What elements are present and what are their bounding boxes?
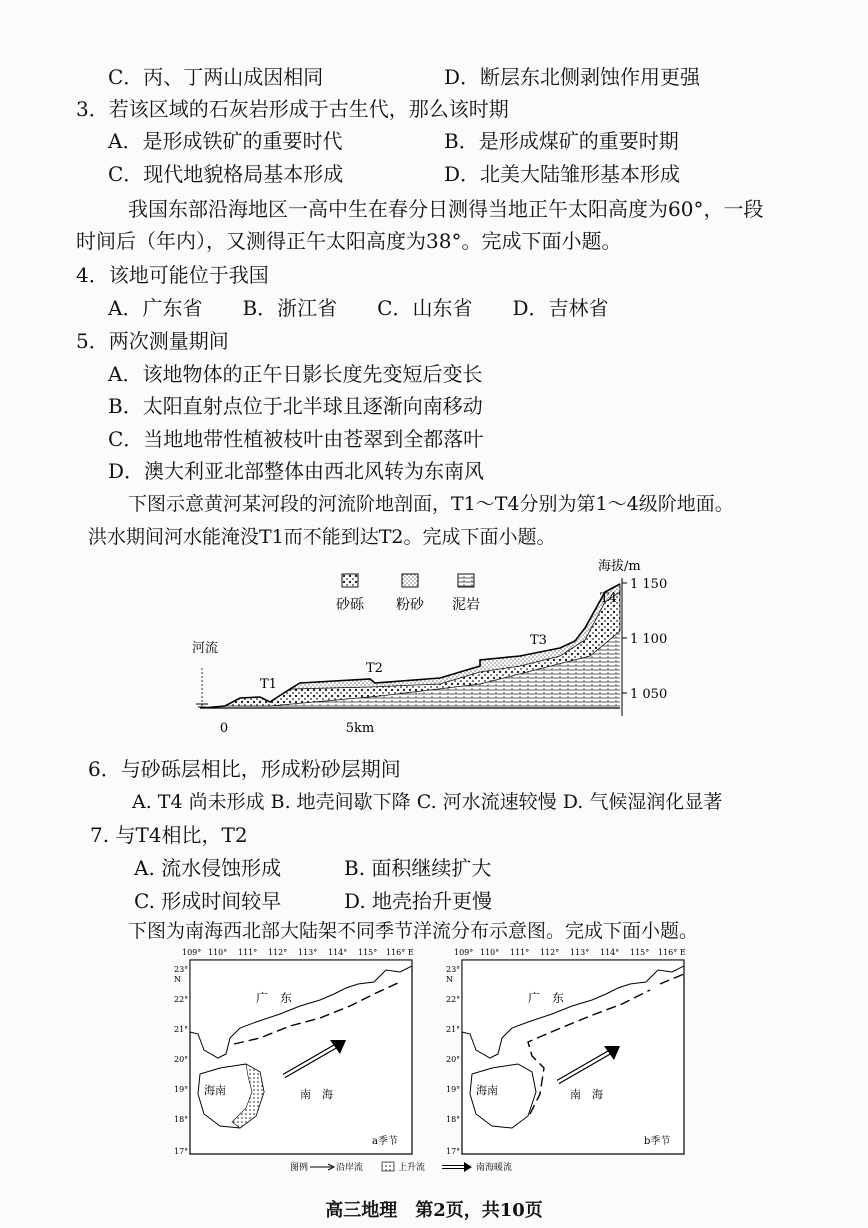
terrace-label-t3: T3: [530, 633, 547, 648]
map-a-season-label: a季节: [372, 1136, 398, 1147]
intro2-line1: 下图示意黄河某河段的河流阶地剖面，T1～T4分别为第1～4级阶地面。: [128, 493, 734, 515]
map-a-lat-18: 18°: [174, 1115, 189, 1124]
altitude-tick-1150: 1 150: [630, 577, 668, 592]
map-b-lat-18: 18°: [446, 1115, 461, 1124]
q7-option-b: B. 面积继续扩大: [344, 856, 492, 880]
map-a-lon-111: 111°: [238, 948, 258, 957]
map-a-lon-113: 113°: [298, 948, 318, 957]
ocean-current-maps: [160, 944, 720, 1194]
map-b-lon-112: 112°: [540, 948, 560, 957]
q6-options: A. T4 尚未形成 B. 地壳间歇下降 C. 河水流速较慢 D. 气候湿润化显著: [132, 791, 723, 813]
altitude-tick-1100: 1 100: [630, 632, 668, 647]
q3-option-d: D．北美大陆雏形基本形成: [444, 162, 681, 186]
map-b-lon-114: 114°: [600, 948, 620, 957]
map-a-sea-label: 南 海: [300, 1088, 333, 1101]
q2-option-d: D．断层东北侧剥蚀作用更强: [444, 65, 701, 89]
map-a-lat-19: 19°: [174, 1085, 189, 1094]
q4-options: A．广东省 B．浙江省 C．山东省 D．吉林省: [108, 296, 609, 320]
q7-stem: 7. 与T4相比，T2: [90, 823, 248, 847]
intro2-line2: 洪水期间河水能淹没T1而不能到达T2。完成下面小题。: [88, 526, 556, 548]
legend-gravel-swatch: [342, 574, 358, 587]
q5-option-c: C．当地地带性植被枝叶由苍翠到全都落叶: [108, 427, 484, 451]
map-b-lat-n: N: [446, 975, 453, 984]
terrace-label-t1: T1: [260, 677, 277, 692]
x-tick-0: 0: [219, 721, 229, 736]
map-b-lat-20: 20°: [446, 1055, 461, 1064]
legend-coastal-current-label: 沿岸流: [336, 1163, 364, 1173]
altitude-axis-title: 海拔/m: [598, 559, 641, 574]
legend-upwelling-label: 上升流: [398, 1163, 426, 1173]
river-label: 河流: [192, 641, 219, 656]
map-b-lon-116: 116° E: [658, 948, 686, 957]
legend-mudstone-swatch: [458, 574, 474, 587]
map-a-lon-116: 116° E: [386, 948, 414, 957]
map-a-lon-114: 114°: [328, 948, 348, 957]
legend-warm-current-label: 南海暖流: [476, 1163, 513, 1173]
terrace-label-t2: T2: [366, 661, 383, 676]
intro1-line1: 我国东部沿海地区一高中生在春分日测得当地正午太阳高度为60°，一段: [128, 197, 764, 221]
q3-stem: 3．若该区域的石灰岩形成于古生代，那么该时期: [76, 97, 509, 121]
terrace-label-t4: T4: [600, 591, 617, 606]
map-b-hainan-label: 海南: [476, 1084, 498, 1097]
map-a-lon-110: 110°: [208, 948, 228, 957]
q6-stem: 6．与砂砾层相比，形成粉砂层期间: [88, 757, 401, 781]
q7-option-a: A. 流水侵蚀形成: [134, 856, 282, 880]
q2-option-c: C．丙、丁两山成因相同: [108, 65, 324, 89]
q7-option-c: C. 形成时间较早: [134, 889, 282, 913]
legend-silt-swatch: [402, 574, 418, 587]
map-a-lon-109: 109°: [182, 948, 202, 957]
map-b-guangdong-label: 广 东: [528, 991, 565, 1005]
map-a-lat-21: 21°: [174, 1025, 189, 1034]
map-a-lat-17: 17°: [174, 1147, 189, 1156]
map-b-lat-17: 17°: [446, 1147, 461, 1156]
q5-option-a: A．该地物体的正午日影长度先变短后变长: [108, 362, 483, 386]
map-a-lon-115: 115°: [358, 948, 378, 957]
x-tick-5km: 5km: [345, 721, 375, 736]
page-footer: 高三地理 第2页，共10页: [325, 1200, 543, 1221]
map-a-guangdong-label: 广 东: [256, 991, 293, 1005]
legend-silt-label: 粉砂: [396, 597, 424, 613]
map-b-season-label: b季节: [644, 1136, 671, 1147]
map-b-lon-109: 109°: [454, 948, 474, 957]
legend-mudstone-label: 泥岩: [452, 597, 480, 613]
q5-stem: 5．两次测量期间: [76, 329, 229, 353]
legend-gravel-label: 砂砾: [336, 597, 364, 613]
map-b-lat-23: 23°: [446, 965, 461, 974]
q3-option-b: B．是形成煤矿的重要时期: [444, 129, 679, 153]
q7-option-d: D. 地壳抬升更慢: [344, 889, 493, 913]
map-b-lat-22: 22°: [446, 995, 461, 1004]
intro3-line1: 下图为南海西北部大陆架不同季节洋流分布示意图。完成下面小题。: [128, 920, 699, 942]
map-b-lon-115: 115°: [630, 948, 650, 957]
terrace-profile-figure: [180, 556, 700, 746]
q5-option-d: D．澳大利亚北部整体由西北风转为东南风: [108, 459, 485, 483]
intro1-line2: 时间后（年内），又测得正午太阳高度为38°。完成下面小题。: [76, 229, 622, 253]
map-a-lat-20: 20°: [174, 1055, 189, 1064]
map-a-lat-n: N: [174, 975, 181, 984]
map-b-lon-113: 113°: [570, 948, 590, 957]
map-b-lat-19: 19°: [446, 1085, 461, 1094]
legend-upwelling-symbol: [382, 1162, 394, 1171]
map-a-lon-112: 112°: [268, 948, 288, 957]
altitude-tick-1050: 1 050: [630, 687, 668, 702]
map-a-hainan-label: 海南: [204, 1084, 226, 1097]
map-legend-title: 图例: [290, 1163, 309, 1173]
map-b-sea-label: 南 海: [570, 1088, 603, 1101]
map-a-lat-22: 22°: [174, 995, 189, 1004]
map-b-lon-110: 110°: [480, 948, 500, 957]
q3-option-c: C．现代地貌格局基本形成: [108, 162, 344, 186]
map-a-lat-23: 23°: [174, 965, 189, 974]
q4-stem: 4．该地可能位于我国: [76, 263, 269, 287]
map-b-lat-21: 21°: [446, 1025, 461, 1034]
q5-option-b: B．太阳直射点位于北半球且逐渐向南移动: [108, 394, 483, 418]
map-b-lon-111: 111°: [510, 948, 530, 957]
q3-option-a: A．是形成铁矿的重要时代: [108, 129, 343, 153]
